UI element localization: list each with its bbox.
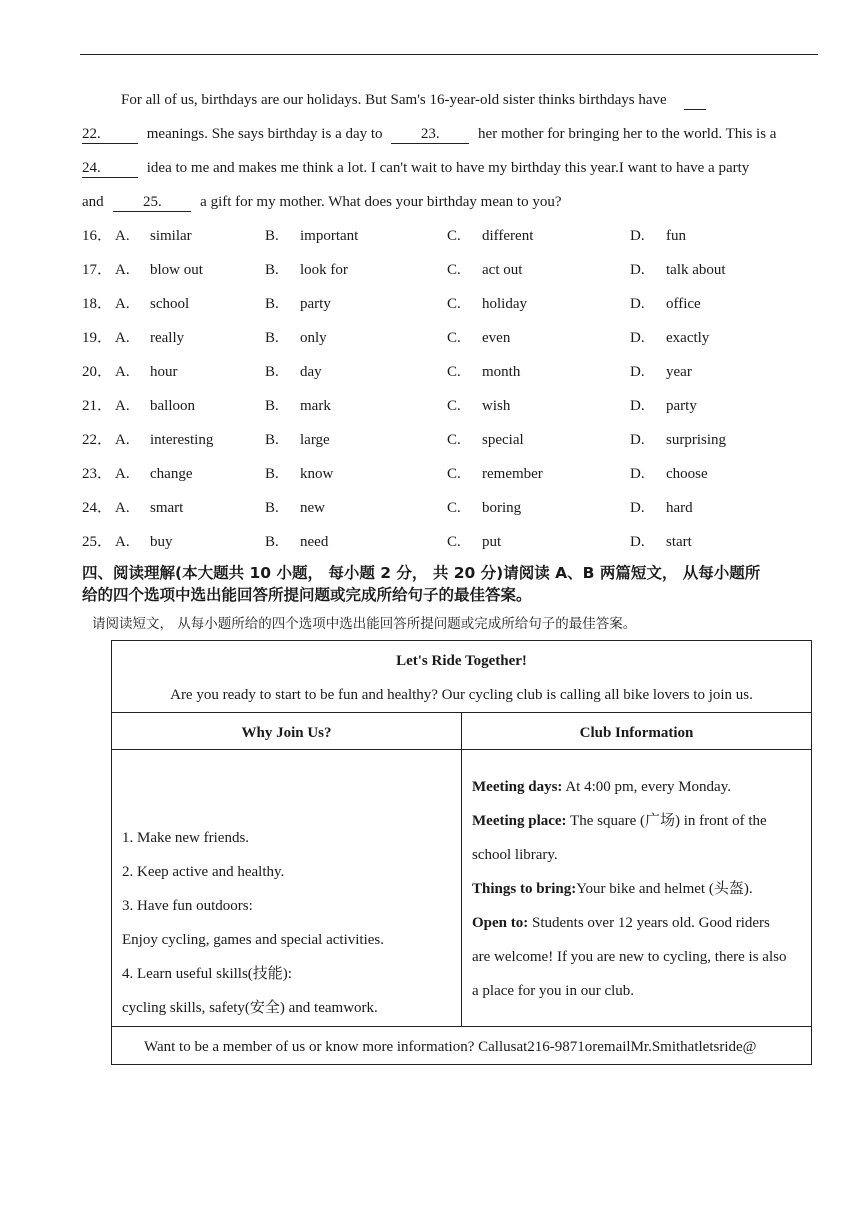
option-c[interactable]: remember (482, 466, 543, 482)
option-letter: B. (265, 398, 279, 414)
meeting-place-value: The square (广场) in front of the (566, 813, 767, 829)
things-to-bring-label: Things to bring: (472, 881, 577, 897)
option-d[interactable]: office (666, 296, 701, 312)
option-b[interactable]: important (300, 228, 359, 244)
things-to-bring-value: Your bike and helmet (头盔). (576, 881, 753, 897)
option-row (82, 464, 822, 484)
option-letter: A. (115, 398, 130, 414)
option-d[interactable]: choose (666, 466, 708, 482)
option-letter: A. (115, 262, 130, 278)
question-number: 19． (82, 330, 113, 346)
question-number: 17． (82, 262, 113, 278)
option-letter: B. (265, 466, 279, 482)
option-letter: D. (630, 296, 645, 312)
option-b[interactable]: party (300, 296, 331, 312)
option-letter: D. (630, 466, 645, 482)
option-d[interactable]: party (666, 398, 697, 414)
option-letter: A. (115, 364, 130, 380)
option-a[interactable]: school (150, 296, 190, 312)
option-c[interactable]: different (482, 228, 534, 244)
option-letter: C. (447, 296, 461, 312)
reason-item: 2. Keep active and healthy. (122, 864, 285, 880)
option-c[interactable]: special (482, 432, 524, 448)
option-row (82, 532, 822, 552)
option-letter: C. (447, 228, 461, 244)
passage-text: meanings. She says birthday is a day to (146, 126, 383, 142)
option-letter: A. (115, 534, 130, 550)
option-row (82, 498, 822, 518)
option-b[interactable]: know (300, 466, 334, 482)
option-c[interactable]: boring (482, 500, 522, 516)
club-ad-box (111, 640, 812, 1065)
ad-title: Let's Ride Together! (396, 653, 527, 669)
option-d[interactable]: talk about (666, 262, 726, 278)
option-letter: B. (265, 364, 279, 380)
option-letter: C. (447, 466, 461, 482)
column-divider (461, 712, 462, 1026)
club-info-header: Club Information (579, 725, 694, 741)
option-b[interactable]: mark (300, 398, 331, 414)
option-a[interactable]: blow out (150, 262, 203, 278)
option-letter: A. (115, 432, 130, 448)
question-number: 22． (82, 432, 113, 448)
option-d[interactable]: year (666, 364, 692, 380)
passage-line-2 (82, 124, 776, 144)
option-letter: D. (630, 364, 645, 380)
option-letter: C. (447, 500, 461, 516)
meeting-days (472, 777, 731, 797)
meeting-place-cont: school library. (472, 847, 558, 863)
option-row (82, 226, 822, 246)
option-a[interactable]: change (150, 466, 193, 482)
passage-line-4 (82, 192, 561, 212)
option-row (82, 260, 822, 280)
option-letter: D. (630, 398, 645, 414)
question-number: 16． (82, 228, 113, 244)
option-letter: A. (115, 500, 130, 516)
option-letter: D. (630, 228, 645, 244)
reason-item: 4. Learn useful skills(技能): (122, 966, 292, 982)
open-to-cont: are welcome! If you are new to cycling, there is also (472, 949, 787, 965)
ad-intro: Are you ready to start to be fun and healthy? Our cycling club is calling all bike lovers to join us. (170, 687, 753, 703)
option-letter: C. (447, 330, 461, 346)
option-a[interactable]: interesting (150, 432, 214, 448)
option-a[interactable]: smart (150, 500, 184, 516)
meeting-place-label: Meeting place: (472, 813, 567, 829)
option-letter: B. (265, 228, 279, 244)
option-row (82, 396, 822, 416)
meeting-place (472, 811, 767, 831)
passage-text: idea to me and makes me think a lot. I can't wait to have my birthday this year.I want to have a party (146, 160, 750, 176)
option-d[interactable]: fun (666, 228, 686, 244)
passage-text: her mother for bringing her to the world. This is a (478, 126, 777, 142)
option-b[interactable]: need (300, 534, 329, 550)
option-letter: D. (630, 432, 645, 448)
option-letter: C. (447, 534, 461, 550)
instruction: 请阅读短文， 从每小题所给的四个选项中选出能回答所提问题或完成所给句子的最佳答案。 (92, 616, 637, 632)
open-to-value: Students over 12 years old. Good riders (528, 915, 770, 931)
option-letter: A. (115, 228, 130, 244)
option-row (82, 362, 822, 382)
ad-footer-contact: Want to be a member of us or know more information? Callusat216-9871oremailMr.Smithatletsride@ (144, 1039, 757, 1055)
option-letter: B. (265, 500, 279, 516)
question-number: 20． (82, 364, 113, 380)
top-rule (80, 54, 818, 55)
passage-text: For all of us, birthdays are our holidays. But Sam's 16-year-old sister thinks birthdays have (121, 92, 667, 108)
option-a[interactable]: similar (150, 228, 192, 244)
option-letter: C. (447, 398, 461, 414)
open-to-cont: a place for you in our club. (472, 983, 635, 999)
divider (112, 1026, 811, 1027)
meeting-days-value: At 4:00 pm, every Monday. (562, 779, 731, 795)
option-c[interactable]: holiday (482, 296, 527, 312)
blank-21 (684, 91, 706, 110)
option-letter: B. (265, 262, 279, 278)
blank-23: 23. (391, 125, 469, 144)
option-letter: B. (265, 432, 279, 448)
option-d[interactable]: surprising (666, 432, 726, 448)
option-letter: D. (630, 500, 645, 516)
option-b[interactable]: only (300, 330, 327, 346)
open-to-label: Open to: (472, 915, 529, 931)
question-number: 25． (82, 534, 113, 550)
option-c[interactable]: put (482, 534, 502, 550)
option-row (82, 328, 822, 348)
passage-text: and (82, 194, 104, 210)
blank-22: 22. (82, 125, 138, 144)
option-letter: D. (630, 330, 645, 346)
option-c[interactable]: month (482, 364, 521, 380)
things-to-bring (472, 879, 753, 899)
option-letter: B. (265, 296, 279, 312)
option-a[interactable]: hour (150, 364, 178, 380)
section-heading-line-1: 四、阅读理解(本大题共 10 小题， 每小题 2 分， 共 20 分)请阅读 A、B 两篇短文， 从每小题所 (82, 564, 761, 582)
option-c[interactable]: even (482, 330, 511, 346)
option-c[interactable]: act out (482, 262, 523, 278)
option-a[interactable]: balloon (150, 398, 195, 414)
option-d[interactable]: exactly (666, 330, 710, 346)
option-a[interactable]: buy (150, 534, 173, 550)
option-c[interactable]: wish (482, 398, 511, 414)
reason-item: cycling skills, safety(安全) and teamwork. (122, 1000, 378, 1016)
reason-item: Enjoy cycling, games and special activities. (122, 932, 385, 948)
blank-24: 24. (82, 159, 138, 178)
reason-item: 3. Have fun outdoors: (122, 898, 253, 914)
option-letter: C. (447, 364, 461, 380)
question-number: 24． (82, 500, 113, 516)
open-to (472, 913, 770, 933)
option-letter: C. (447, 432, 461, 448)
option-letter: A. (115, 466, 130, 482)
blank-25: 25. (113, 193, 191, 212)
passage-line-3 (82, 158, 749, 178)
option-b[interactable]: new (300, 500, 325, 516)
reason-item: 1. Make new friends. (122, 830, 250, 846)
option-letter: D. (630, 534, 645, 550)
section-heading-line-2: 给的四个选项中选出能回答所提问题或完成所给句子的最佳答案。 (82, 586, 532, 604)
option-d[interactable]: start (666, 534, 692, 550)
option-b[interactable]: day (300, 364, 322, 380)
passage-line-1 (121, 90, 706, 110)
option-letter: C. (447, 262, 461, 278)
question-number: 21． (82, 398, 113, 414)
passage-text: a gift for my mother. What does your birthday mean to you? (200, 194, 562, 210)
option-a[interactable]: really (150, 330, 185, 346)
option-b[interactable]: look for (300, 262, 348, 278)
why-join-header: Why Join Us? (241, 725, 332, 741)
option-d[interactable]: hard (666, 500, 693, 516)
option-letter: A. (115, 330, 130, 346)
divider (112, 749, 811, 750)
option-letter: D. (630, 262, 645, 278)
option-b[interactable]: large (300, 432, 330, 448)
question-number: 23． (82, 466, 113, 482)
option-letter: A. (115, 296, 130, 312)
question-number: 18． (82, 296, 113, 312)
option-letter: B. (265, 534, 279, 550)
option-row (82, 430, 822, 450)
meeting-days-label: Meeting days: (472, 779, 563, 795)
option-row (82, 294, 822, 314)
option-letter: B. (265, 330, 279, 346)
